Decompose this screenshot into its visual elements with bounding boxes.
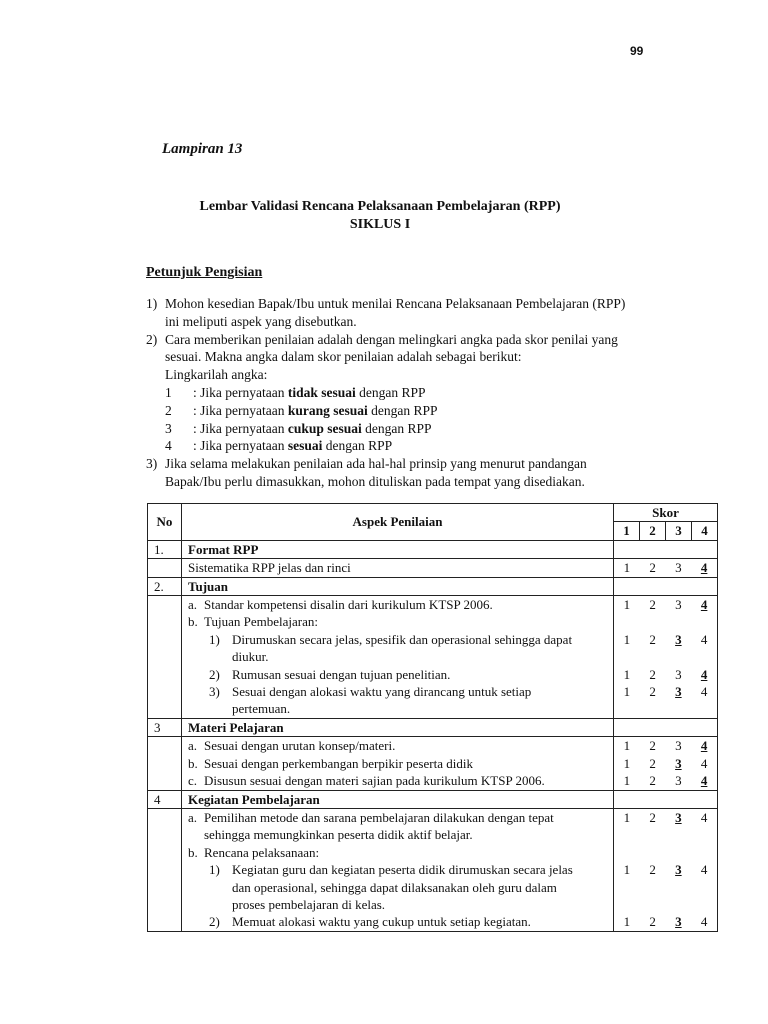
section-title: Materi Pelajaran: [182, 718, 614, 736]
score-cell: [614, 790, 718, 808]
score-options: [614, 666, 717, 683]
score-cell: [614, 559, 718, 577]
aspect-cell: [182, 596, 614, 719]
level-number: 2: [165, 402, 172, 418]
aspect-item: a. Sesuai dengan urutan konsep/materi.: [188, 738, 396, 754]
row-number: 4: [148, 790, 182, 808]
score-option-1[interactable]: 1: [623, 597, 631, 613]
level-text: dengan RPP: [355, 384, 426, 400]
aspect-subitem: 2) Memuat alokasi waktu yang cukup untuk setiap kegiatan.: [209, 914, 531, 930]
score-option-1[interactable]: 1: [623, 666, 631, 682]
score-option-3[interactable]: 3: [675, 560, 682, 576]
level-text: : Jika pernyataan: [193, 438, 288, 454]
table-row: [148, 737, 718, 790]
score-options: [614, 631, 717, 648]
table-row: [148, 790, 718, 808]
level-keyword: tidak sesuai: [287, 384, 356, 400]
header-no: No: [148, 504, 182, 541]
score-option-4[interactable]: 4: [700, 738, 708, 754]
level-keyword: kurang sesuai: [287, 402, 368, 418]
score-option-2[interactable]: 2: [649, 738, 656, 754]
aspect-item: a. Standar kompetensi disalin dari kurikulum KTSP 2006.: [188, 597, 493, 613]
score-options: [614, 559, 717, 576]
level-keyword: cukup sesuai: [287, 420, 362, 436]
score-option-3[interactable]: 3: [675, 666, 682, 682]
score-option-3[interactable]: 3: [675, 755, 682, 771]
instruction-number: 2): [146, 331, 158, 347]
score-option-2[interactable]: 2: [649, 560, 656, 576]
aspect-subitem: 1) Kegiatan guru dan kegiatan peserta didik dirumuskan secara jelas dan operasional, sehingga dapat dilaksanakan oleh guru dalam proses pembelajaran di kelas.: [209, 862, 573, 912]
aspect-text: Sistematika RPP jelas dan rinci: [182, 559, 614, 577]
instruction-text: Bapak/Ibu perlu dimasukkan, mohon dituliskan pada tempat yang disediakan.: [165, 473, 585, 489]
instruction-item: [146, 331, 625, 349]
instructions-heading: Petunjuk Pengisian: [146, 265, 263, 280]
score-options: [614, 755, 717, 772]
score-option-1[interactable]: 1: [623, 862, 631, 878]
aspect-item: b. Rencana pelaksanaan:: [188, 844, 320, 860]
level-text: : Jika pernyataan: [193, 402, 288, 418]
table-row: [148, 559, 718, 577]
score-option-4[interactable]: 4: [700, 773, 708, 789]
score-options: [614, 913, 717, 930]
instruction-text: Cara memberikan penilaian adalah dengan melingkari angka pada skor penilai yang: [165, 331, 618, 347]
score-option-2[interactable]: 2: [649, 631, 656, 647]
section-title: Tujuan: [182, 577, 614, 595]
score-options: [614, 683, 717, 700]
score-option-1[interactable]: 1: [623, 684, 631, 700]
header-score: Skor: [614, 504, 718, 522]
level-number: 3: [165, 420, 172, 436]
score-option-4[interactable]: 4: [700, 631, 708, 647]
score-option-4[interactable]: 4: [700, 597, 708, 613]
aspect-item: a. Pemilihan metode dan sarana pembelajaran dilakukan dengan tepat sehingga memungkinkan peserta didik aktif belajar.: [188, 809, 554, 843]
table-row: [148, 577, 718, 595]
score-col-3: 3: [666, 522, 692, 539]
instruction-item: [146, 295, 625, 313]
instruction-text: Jika selama melakukan penilaian ada hal-hal prinsip yang menurut pandangan: [165, 456, 587, 472]
section-title: Format RPP: [182, 540, 614, 558]
instruction-text: Lingkarilah angka:: [165, 367, 268, 383]
score-option-4[interactable]: 4: [700, 684, 708, 700]
document-title: Lembar Validasi Rencana Pelaksanaan Pembelajaran (RPP): [199, 199, 561, 214]
score-option-3[interactable]: 3: [675, 914, 682, 930]
level-number: 1: [165, 384, 172, 400]
score-option-2[interactable]: 2: [649, 809, 656, 825]
row-number: 2.: [148, 577, 182, 595]
validation-table: [147, 503, 718, 932]
score-option-3[interactable]: 3: [675, 738, 682, 754]
aspect-item: c. Disusun sesuai dengan materi sajian pada kurikulum KTSP 2006.: [188, 773, 545, 789]
score-options: [614, 809, 717, 826]
score-option-4[interactable]: 4: [700, 809, 708, 825]
table-row: [148, 540, 718, 558]
score-option-1[interactable]: 1: [623, 631, 631, 647]
score-option-3[interactable]: 3: [675, 773, 682, 789]
score-col-1: 1: [614, 522, 640, 539]
cycle-subtitle: SIKLUS I: [349, 217, 411, 232]
aspect-item: b. Tujuan Pembelajaran:: [188, 614, 318, 630]
score-columns: [614, 522, 718, 540]
score-options: [614, 861, 717, 878]
score-option-1[interactable]: 1: [623, 738, 631, 754]
score-option-2[interactable]: 2: [649, 597, 656, 613]
score-option-4[interactable]: 4: [700, 755, 708, 771]
score-cell: [614, 808, 718, 931]
score-option-3[interactable]: 3: [675, 809, 682, 825]
level-text: : Jika pernyataan: [193, 420, 288, 436]
level-text: dengan RPP: [322, 438, 393, 454]
aspect-cell: [182, 737, 614, 790]
score-cell: [614, 540, 718, 558]
level-text: dengan RPP: [361, 420, 432, 436]
instruction-text: Mohon kesedian Bapak/Ibu untuk menilai Rencana Pelaksanaan Pembelajaran (RPP): [165, 296, 626, 311]
score-option-2[interactable]: 2: [649, 755, 656, 771]
level-keyword: sesuai: [287, 438, 323, 454]
instruction-item: [146, 455, 625, 473]
page-number: 99: [630, 44, 644, 58]
section-title: Kegiatan Pembelajaran: [182, 790, 614, 808]
score-option-3[interactable]: 3: [675, 684, 682, 700]
score-options: [614, 772, 717, 789]
score-option-2[interactable]: 2: [649, 666, 656, 682]
score-cell: [614, 737, 718, 790]
score-option-2[interactable]: 2: [649, 773, 656, 789]
aspect-item: b. Sesuai dengan perkembangan berpikir peserta didik: [188, 755, 473, 771]
header-aspect: Aspek Penilaian: [182, 504, 614, 541]
score-option-2[interactable]: 2: [649, 914, 656, 930]
score-options: [614, 596, 717, 613]
score-option-1[interactable]: 1: [623, 755, 631, 771]
score-col-4: 4: [701, 523, 708, 539]
aspect-cell: [182, 808, 614, 931]
instruction-number: 1): [146, 296, 158, 311]
score-level: [146, 420, 625, 438]
level-text: dengan RPP: [367, 402, 438, 418]
score-option-4[interactable]: 4: [700, 666, 708, 682]
score-level: [146, 402, 625, 420]
score-option-3[interactable]: 3: [675, 597, 682, 613]
score-option-3[interactable]: 3: [675, 862, 682, 878]
score-option-2[interactable]: 2: [649, 862, 656, 878]
score-option-4[interactable]: 4: [700, 560, 708, 576]
score-option-1[interactable]: 1: [623, 809, 631, 825]
score-option-4[interactable]: 4: [700, 862, 708, 878]
score-option-1[interactable]: 1: [623, 560, 631, 576]
score-option-2[interactable]: 2: [649, 684, 656, 700]
row-number: 3: [148, 718, 182, 736]
score-option-3[interactable]: 3: [675, 631, 682, 647]
score-option-1[interactable]: 1: [623, 914, 631, 930]
instruction-text: sesuai. Makna angka dalam skor penilaian adalah sebagai berikut:: [165, 349, 522, 365]
appendix-label: Lampiran 13: [162, 141, 243, 157]
score-cell: [614, 596, 718, 719]
instruction-text: ini meliputi aspek yang disebutkan.: [165, 313, 357, 329]
aspect-subitem: 2) Rumusan sesuai dengan tujuan penelitian.: [209, 666, 451, 682]
score-col-2: 2: [640, 522, 666, 539]
level-number: 4: [165, 438, 172, 454]
instructions-list: [146, 295, 625, 491]
score-options: [614, 737, 717, 754]
level-text: : Jika pernyataan: [193, 384, 288, 400]
table-row: [148, 718, 718, 736]
table-row: [148, 808, 718, 931]
aspect-subitem: 1) Dirumuskan secara jelas, spesifik dan operasional sehingga dapat diukur.: [209, 631, 573, 665]
score-cell: [614, 577, 718, 595]
score-level: [146, 437, 625, 455]
score-level: [146, 384, 625, 402]
aspect-subitem: 3) Sesuai dengan alokasi waktu yang dirancang untuk setiap pertemuan.: [209, 684, 532, 717]
score-cell: [614, 718, 718, 736]
score-option-4[interactable]: 4: [700, 914, 708, 930]
row-number: 1.: [148, 540, 182, 558]
table-row: [148, 596, 718, 719]
score-option-1[interactable]: 1: [623, 773, 631, 789]
instruction-number: 3): [146, 456, 158, 472]
